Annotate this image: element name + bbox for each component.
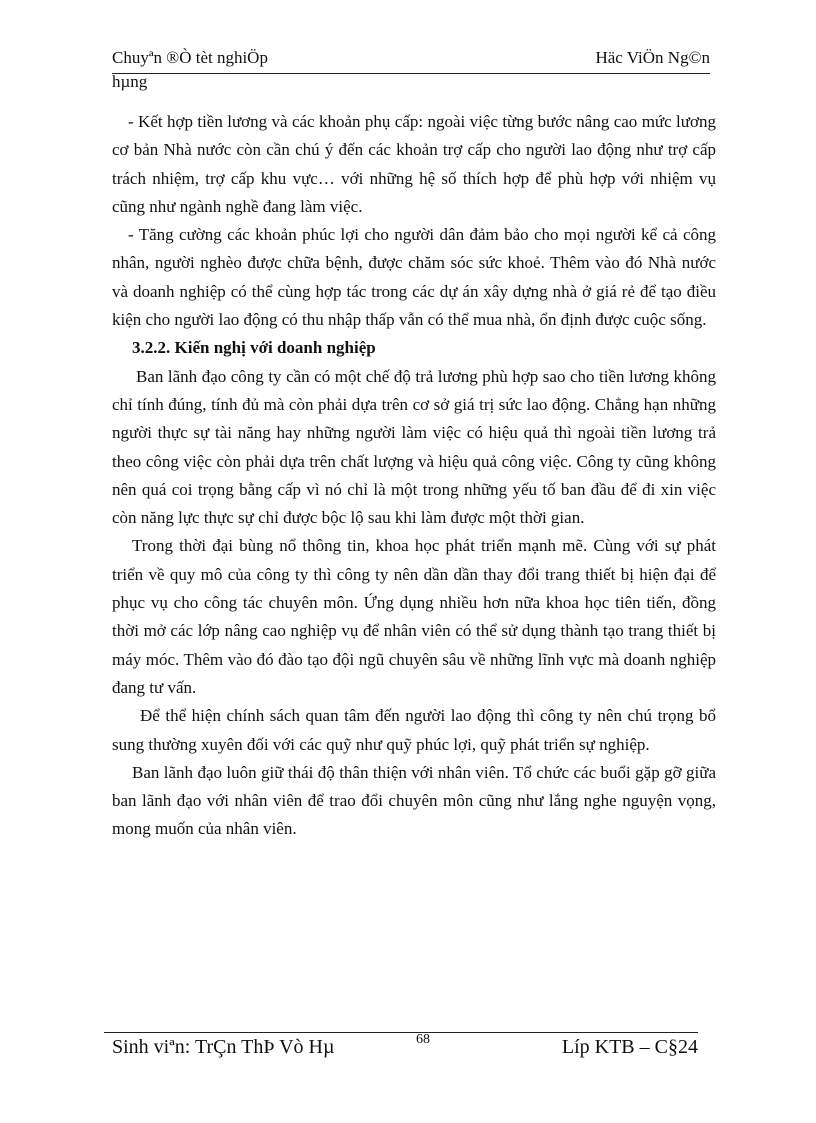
footer-class: Líp KTB – C§24	[561, 1036, 698, 1058]
header-institution: Häc ViÖn Ng©n	[595, 48, 710, 67]
footer-divider	[104, 1032, 698, 1033]
header-document-title: Chuyªn ®Ò tèt nghiÖp	[112, 48, 268, 67]
paragraph-funds: Để thể hiện chính sách quan tâm đến người lao động thì công ty nên chú trọng bổ sung thường xuyên đối với các quỹ như quỹ phúc lợi, quỹ phát triển sự nghiệp.	[112, 706, 716, 754]
document-body	[112, 108, 716, 844]
header-divider	[112, 73, 710, 74]
paragraph-relations: Ban lãnh đạo luôn giữ thái độ thân thiện với nhân viên. Tổ chức các buổi gặp gỡ giữa ban lãnh đạo với nhân viên để trao đổi chuyên môn cũng như lắng nghe nguyện vọng, mong muốn của nhân viên.	[112, 762, 716, 839]
footer-student-name: Sinh viªn: TrÇn ThÞ Vò Hµ	[112, 1036, 335, 1058]
paragraph-salary-allowance: - Kết hợp tiền lương và các khoản phụ cấp: ngoài việc từng bước nâng cao mức lương cơ bản Nhà nước còn cần chú ý đến các khoản trợ cấp cho người lao động như trợ cấp trách nhiệm, trợ cấp khu vực… với những hệ số thích hợp để phù hợp với nhiệm vụ cũng như ngành nghề đang làm việc.	[112, 112, 716, 216]
page-footer	[112, 1032, 698, 1062]
paragraph-technology: Trong thời đại bùng nổ thông tin, khoa học phát triển mạnh mẽ. Cùng với sự phát triển về quy mô của công ty thì công ty nên dần dần thay đổi trang thiết bị hiện đại để phục vụ cho công tác chuyên môn. Ứng dụng nhiều hơn nữa khoa học tiên tiến, đồng thời mở các lớp nâng cao nghiệp vụ để nhân viên có thể sử dụng thành tạo trang thiết bị máy móc. Thêm vào đó đào tạo đội ngũ chuyên sâu về những lĩnh vực mà doanh nghiệp đang tư vấn.	[112, 536, 716, 697]
paragraph-management-pay: Ban lãnh đạo công ty cần có một chế độ trả lương phù hợp sao cho tiền lương không chỉ tính đúng, tính đủ mà còn phải dựa trên cơ sở giá trị sức lao động. Chẳng hạn những người thực sự tài năng hay những người làm việc có hiệu quả thì ngoài tiền lương trả theo công việc còn phải dựa trên chất lượng và hiệu quả công việc. Công ty cũng không nên quá coi trọng bằng cấp vì nó chỉ là một trong những yếu tố ban đầu để đi xin việc còn năng lực thực sự chỉ được bộc lộ sau khi làm được một thời gian.	[112, 366, 716, 528]
paragraph-welfare: - Tăng cường các khoản phúc lợi cho người dân đảm bảo cho mọi người kể cả công nhân, người nghèo được chữa bệnh, được chăm sóc sức khoẻ. Thêm vào đó Nhà nước và doanh nghiệp có thể cùng hợp tác trong các dự án xây dựng nhà ở giá rẻ để tạo điều kiện cho người lao động có thu nhập thấp vẫn có thể mua nhà, ổn định được cuộc sống.	[112, 225, 716, 330]
page-header	[112, 48, 710, 74]
section-heading: 3.2.2. Kiến nghị với doanh nghiệp	[132, 338, 376, 358]
page-number: 68	[416, 1032, 430, 1047]
header-institution-continuation: hµng	[112, 72, 148, 91]
